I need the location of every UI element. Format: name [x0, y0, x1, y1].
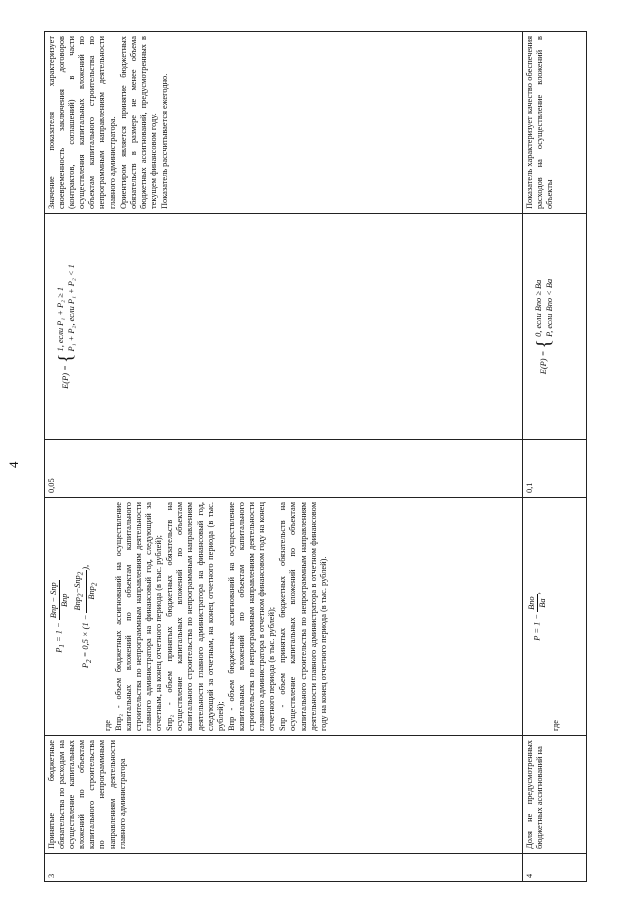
assessment-case-1: 0, если Впо ≥ Ва: [534, 279, 543, 337]
row-number: 3: [45, 854, 523, 882]
formula-p1: $P_1 = 1$ − Впр − Sпр Впр: [49, 582, 70, 653]
formula-p: P = 1 − Впо Ва ,: [527, 592, 548, 641]
definition-spr: Sпр - объем принятых бюджетных обязательств на осуществление капитальных вложений по объектам капитального строительства по непрограммным направлениям деятельности главного администратора в отчетном финансовом году на конец отчетного периода (в тыс. рублей).: [278, 502, 328, 731]
assessment-cell: [45, 214, 523, 440]
assessment-formula: E(P) = { 1, если P₁ + P₂ ≥ 1 P₁ + P₂, если P₁ + P₂ < 1: [54, 264, 77, 389]
where-label: где: [551, 720, 561, 731]
assessment-case-1: 1, если P₁ + P₂ ≥ 1: [56, 286, 65, 352]
comment-paragraph-1: Значение показателя характеризует своевременность заключения договоров (контрактов, соглашений) в части осуществления капитальных вложений по объектам капитального строительства по непрограммным направлениям деятельности главного администратора.: [47, 36, 117, 209]
formula-cell: [45, 498, 523, 736]
formula-p2: $P_2 = 0,5 \times (1$ − Впр$_2$−Sпр$_2$ Впр$_2$ ),: [73, 564, 99, 669]
row-number: 4: [523, 854, 587, 882]
definition-vpr: Впр - объем бюджетных ассигнований на осуществление капитальных вложений по объектам капитального строительства по непрограммным направлениям деятельности главного администратора в отчетном финансовом году на конец отчетного периода (в тыс. рублей);: [226, 502, 277, 731]
assessment-lhs: E(P) =: [60, 365, 70, 389]
where-label: где: [102, 720, 112, 731]
table-row: [523, 32, 587, 882]
assessment-formula: E(P) = { 0, если Впо ≥ Ва P, если Впо < Ва: [532, 278, 555, 375]
evaluation-table: [44, 31, 587, 882]
comment-cell: [45, 32, 523, 214]
definition-vpr2: Впр₂ - объем бюджетных ассигнований на осуществление капитальных вложений по объектам капитального строительства по непрограммным направлениям деятельности главного администратора на финансовый год, следующий за отчетным, на конец отчетного периода (в тыс. рублей);: [113, 502, 164, 731]
comment-paragraph-3: Показатель рассчитывается ежегодно.: [160, 73, 170, 209]
indicator-cell: Доля не предусмотренных бюджетных ассигнований на: [523, 736, 587, 854]
weight-cell: 0,05: [45, 440, 523, 498]
assessment-lhs: E(P) =: [538, 350, 548, 375]
comment-cell: Показатель характеризует качество обеспечения расходов на осуществление вложений в объекты: [523, 32, 587, 214]
assessment-case-2: P₁ + P₂, если P₁ + P₂ < 1: [67, 264, 76, 352]
formula-cell: [523, 498, 587, 736]
assessment-cell: [523, 214, 587, 440]
table-row: [45, 32, 523, 882]
assessment-case-2: P, если Впо < Ва: [545, 278, 554, 337]
definition-spr2: Sпр₂ - объем принятых бюджетных обязательств на осуществление капитальных вложений по объектам капитального строительства по непрограммным направлениям деятельности главного администратора на финансовый год, следующий за отчетным, на конец отчетного периода (в тыс. рублей);: [165, 502, 225, 731]
weight-cell: 0,1: [523, 440, 587, 498]
comment-paragraph-2: Ориентиром является принятие бюджетных обязательств в размере не менее объема бюджетных ассигнований, предусмотренных в текущем финансовом году.: [118, 36, 158, 209]
page-number: 4: [6, 461, 21, 468]
indicator-cell: Принятые бюджетные обязательства по расходам на осуществление капитальных вложений по объектам капитального строительства по непрограммным направлениям деятельности главного администратора: [45, 736, 523, 854]
